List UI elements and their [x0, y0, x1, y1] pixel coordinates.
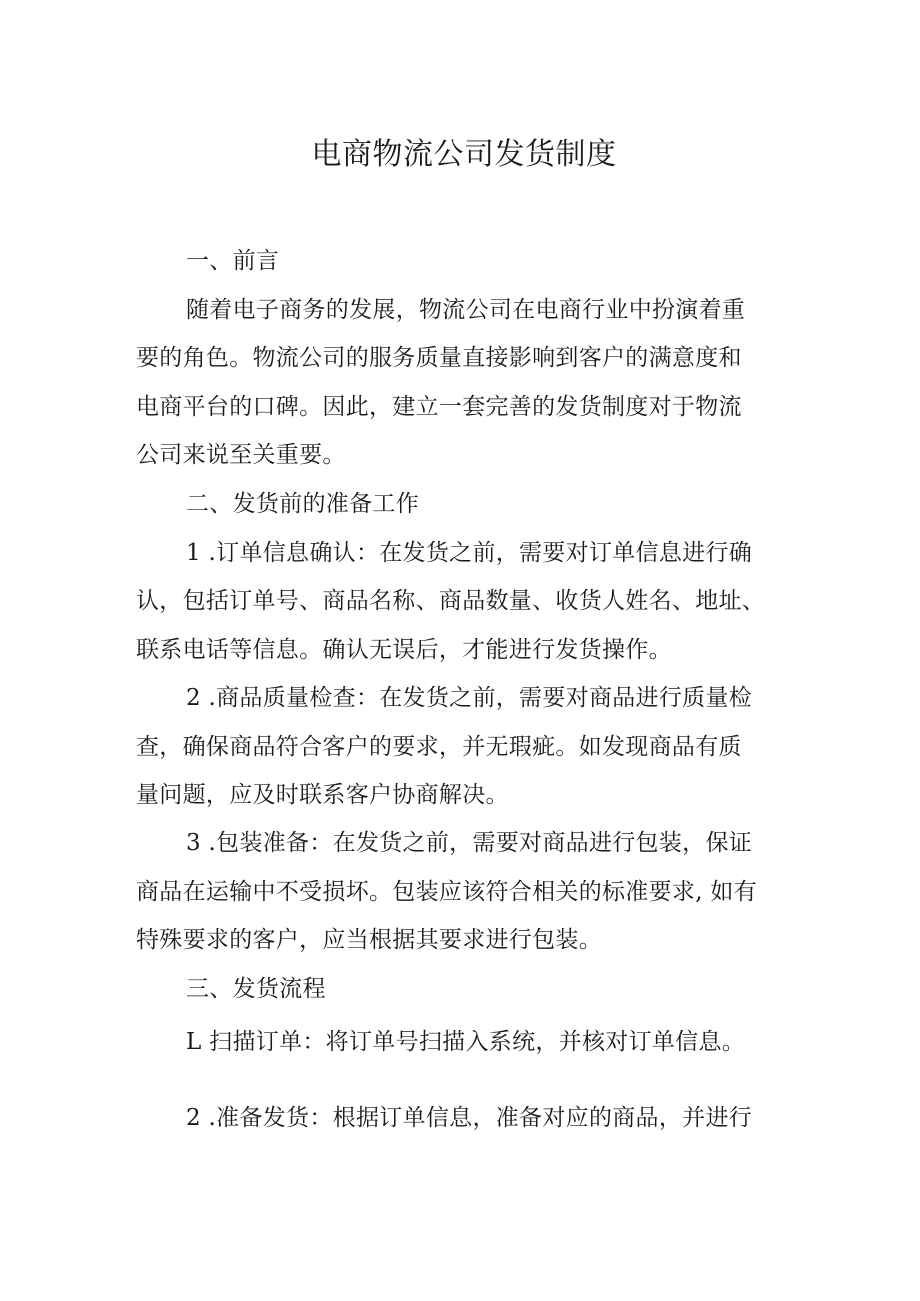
- section-heading-prep: 二、发货前的准备工作: [186, 491, 419, 517]
- list-item-line: 量问题，应及时联系客户协商解决。: [136, 782, 509, 808]
- list-item-line: 1 .订单信息确认：在发货之前，需要对订单信息进行确: [186, 540, 753, 566]
- list-item-line: L 扫描订单：将订单号扫描入系统，并核对订单信息。: [186, 1029, 746, 1055]
- list-item-line: 联系电话等信息。确认无误后，才能进行发货操作。: [136, 637, 672, 663]
- paragraph-line: 随着电子商务的发展，物流公司在电商行业中扮演着重: [186, 297, 746, 323]
- paragraph-line: 电商平台的口碑。因此，建立一套完善的发货制度对于物流: [136, 394, 742, 420]
- paragraph-line: 要的角色。物流公司的服务质量直接影响到客户的满意度和: [136, 345, 742, 371]
- list-item-line: 3 .包装准备：在发货之前，需要对商品进行包装，保证: [186, 830, 753, 856]
- paragraph-line: 公司来说至关重要。: [136, 442, 346, 468]
- list-item-line: 特殊要求的客户，应当根据其要求进行包装。: [136, 927, 602, 953]
- list-item-line: 商品在运输中不受损坏。包装应该符合相关的标准要求, 如有: [136, 879, 758, 905]
- list-item-line: 2 .商品质量检查：在发货之前，需要对商品进行质量检: [186, 685, 753, 711]
- section-heading-intro: 一、前言: [186, 248, 280, 274]
- list-item-line: 2 .准备发货：根据订单信息，准备对应的商品，并进行: [186, 1105, 753, 1131]
- document-title: 电商物流公司发货制度: [311, 137, 617, 172]
- list-item-line: 认，包括订单号、商品名称、商品数量、收货人姓名、地址、: [136, 588, 766, 614]
- section-heading-flow: 三、发货流程: [186, 976, 326, 1002]
- list-item-line: 查，确保商品符合客户的要求，并无瑕疵。如发现商品有质: [136, 734, 742, 760]
